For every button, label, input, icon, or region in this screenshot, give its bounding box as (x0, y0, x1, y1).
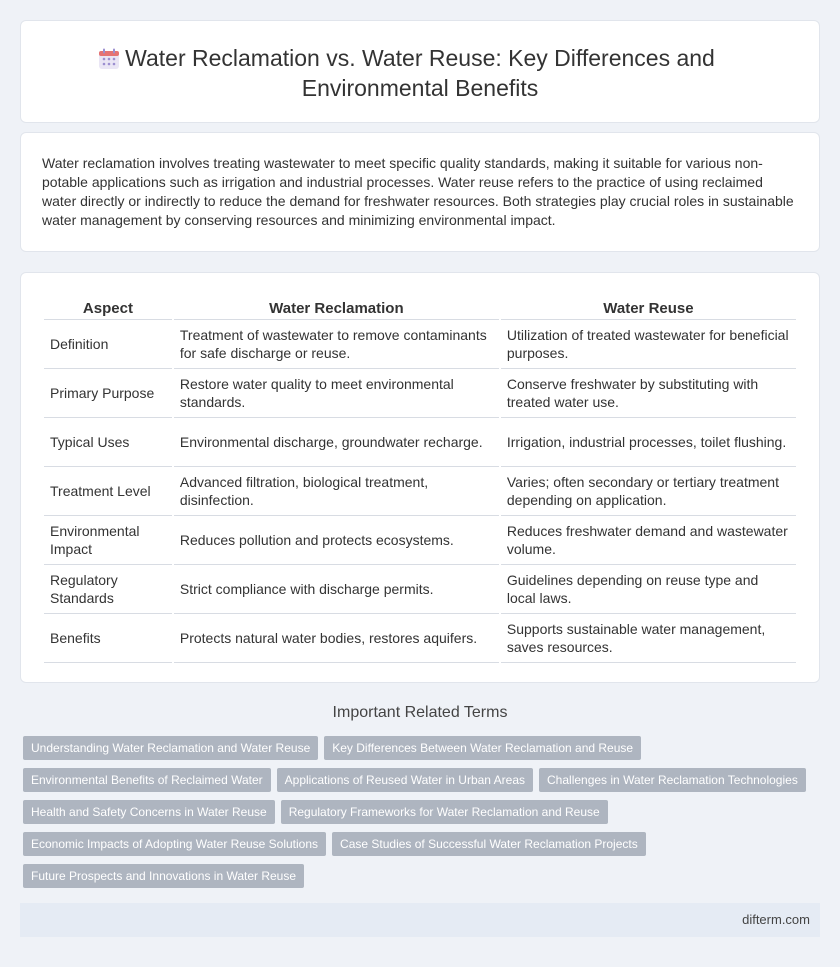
related-term-link[interactable]: Economic Impacts of Adopting Water Reuse Solutions (23, 832, 326, 856)
tag-row (23, 800, 813, 832)
related-term-link[interactable]: Regulatory Frameworks for Water Reclamation and Reuse (281, 800, 608, 824)
table-row (44, 565, 796, 614)
row-reuse: Conserve freshwater by substituting with treated water use. (501, 369, 796, 418)
table-header-row (44, 295, 796, 320)
intro-card (20, 132, 820, 252)
related-term-link[interactable]: Environmental Benefits of Reclaimed Water (23, 768, 271, 792)
row-aspect: Regulatory Standards (44, 565, 172, 614)
comparison-table (42, 295, 798, 663)
page-title: Water Reclamation vs. Water Reuse: Key Differences and Environmental Benefits (125, 45, 715, 101)
header-aspect: Aspect (44, 295, 172, 320)
table-row (44, 320, 796, 369)
table-row (44, 467, 796, 516)
table-row (44, 369, 796, 418)
related-term-link[interactable]: Case Studies of Successful Water Reclamation Projects (332, 832, 646, 856)
row-reclamation: Protects natural water bodies, restores aquifers. (174, 614, 499, 663)
row-reclamation: Environmental discharge, groundwater recharge. (174, 418, 499, 467)
row-reuse: Reduces freshwater demand and wastewater volume. (501, 516, 796, 565)
row-reclamation: Advanced filtration, biological treatment, disinfection. (174, 467, 499, 516)
table-row (44, 418, 796, 467)
row-reclamation: Strict compliance with discharge permits. (174, 565, 499, 614)
row-reclamation: Restore water quality to meet environmental standards. (174, 369, 499, 418)
row-aspect: Treatment Level (44, 467, 172, 516)
row-reuse: Utilization of treated wastewater for beneficial purposes. (501, 320, 796, 369)
footer-site-link[interactable]: difterm.com (742, 912, 810, 927)
related-term-link[interactable]: Health and Safety Concerns in Water Reuse (23, 800, 275, 824)
tag-row (23, 768, 813, 800)
row-reuse: Supports sustainable water management, saves resources. (501, 614, 796, 663)
row-reclamation: Reduces pollution and protects ecosystems. (174, 516, 499, 565)
related-term-link[interactable]: Future Prospects and Innovations in Water Reuse (23, 864, 304, 888)
title-card (20, 20, 820, 123)
table-row (44, 516, 796, 565)
row-aspect: Definition (44, 320, 172, 369)
tag-row (23, 864, 813, 896)
row-aspect: Primary Purpose (44, 369, 172, 418)
footer (20, 903, 820, 937)
row-reclamation: Treatment of wastewater to remove contaminants for safe discharge or reuse. (174, 320, 499, 369)
table-row (44, 614, 796, 663)
row-aspect: Typical Uses (44, 418, 172, 467)
related-term-link[interactable]: Applications of Reused Water in Urban Areas (277, 768, 533, 792)
row-aspect: Benefits (44, 614, 172, 663)
intro-paragraph: Water reclamation involves treating wastewater to meet specific quality standards, making it suitable for various non-potable applications such as irrigation and industrial processes. Water reuse refers to the practice of using reclaimed water directly or indirectly to reduce the demand for freshwater resources. Both strategies play crucial roles in sustainable water management by conserving resources and minimizing environmental impact. (42, 155, 794, 228)
row-reuse: Varies; often secondary or tertiary treatment depending on application. (501, 467, 796, 516)
related-term-link[interactable]: Understanding Water Reclamation and Water Reuse (23, 736, 318, 760)
header-water-reuse: Water Reuse (501, 295, 796, 320)
related-terms-heading: Important Related Terms (332, 704, 508, 721)
related-term-link[interactable]: Challenges in Water Reclamation Technologies (539, 768, 806, 792)
row-aspect: Environmental Impact (44, 516, 172, 565)
row-reuse: Guidelines depending on reuse type and local laws. (501, 565, 796, 614)
tag-row (23, 832, 813, 864)
related-terms-list (23, 736, 813, 896)
header-water-reclamation: Water Reclamation (174, 295, 499, 320)
row-reuse: Irrigation, industrial processes, toilet flushing. (501, 418, 796, 467)
tag-row (23, 736, 813, 768)
related-term-link[interactable]: Key Differences Between Water Reclamation and Reuse (324, 736, 641, 760)
comparison-card (20, 272, 820, 683)
